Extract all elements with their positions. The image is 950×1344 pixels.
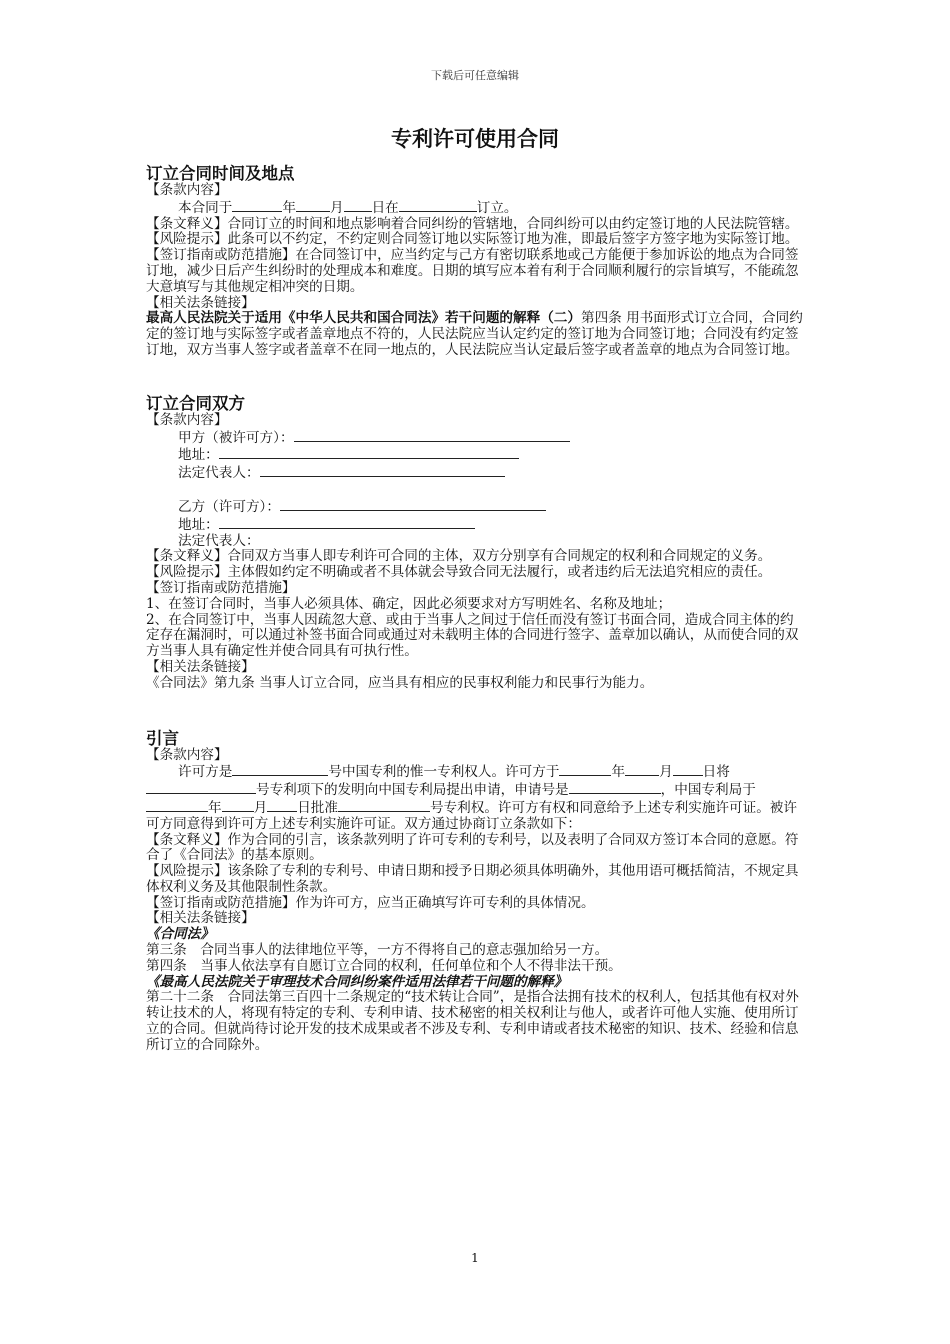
legal-rep-label: 法定代表人： [178, 532, 260, 549]
text: 日批准 [297, 799, 338, 816]
blank-line [267, 799, 297, 812]
party-a-address-line [146, 446, 806, 464]
blank-line [219, 516, 475, 529]
address-label: 地址： [178, 516, 219, 533]
clause-interpretation: 【条文释义】合同双方当事人即专利许可合同的主体，双方分别享有合同规定的权利和合同规定的义务。 [146, 548, 772, 565]
blank-line [232, 763, 328, 776]
spacer [146, 359, 806, 394]
blank-line [569, 781, 661, 794]
blank-line [222, 799, 254, 812]
blank-line [294, 429, 570, 442]
spacer [146, 482, 806, 498]
blank-line [344, 199, 372, 212]
signing-guide: 【签订指南或防范措施】在合同签订中，应当约定与己方有密切联系地或己方能便于参加诉讼的地点为合同签订地，减少日后产生纠纷时的处理成本和难度。日期的填写应本着有利于合同顺利履行的宗旨填写，不能疏忽大意填写与其他规定相冲突的日期。 [146, 247, 799, 295]
text: 号专利项下的发明向中国专利局提出申请，申请号是 [256, 782, 569, 799]
text: 月 [659, 764, 673, 781]
blank-line [673, 763, 703, 776]
clause-content-label: 【条款内容】 [146, 182, 228, 198]
signing-guide-label: 【签订指南或防范措施】 [146, 579, 296, 596]
law-article-4: 第四条 当事人依法享有自愿订立合同的权利，任何单位和个人不得非法干预。 [146, 957, 622, 974]
signing-guide: 【签订指南或防范措施】作为许可方，应当正确填写许可专利的具体情况。 [146, 894, 595, 911]
spacer [146, 692, 806, 729]
signing-date-line [146, 199, 806, 217]
blank-line [219, 446, 519, 459]
related-law-label: 【相关法条链接】 [146, 294, 255, 311]
text: ，中国专利局于 [660, 782, 756, 799]
text: 日将 [702, 764, 730, 781]
text: 号中国专利的惟一专利权人。许可方于 [328, 764, 560, 781]
document-body [146, 164, 806, 1054]
address-label: 地址： [178, 447, 219, 464]
clause-content-label: 【条款内容】 [146, 411, 228, 428]
text: 订立。 [476, 199, 518, 216]
blank-line [399, 199, 477, 212]
blank-line [559, 763, 611, 776]
text: 许可方是 [178, 764, 233, 781]
law-title-judicial-interpretation: 《最高人民法院关于审理技术合同纠纷案件适用法律若干问题的解释》 [146, 973, 568, 990]
blank-line [625, 763, 659, 776]
blank-line [232, 199, 282, 212]
blank-line [146, 799, 208, 812]
party-a-label: 甲方（被许可方）： [178, 429, 294, 446]
related-law-label: 【相关法条链接】 [146, 658, 255, 675]
page-header: 下载后可任意编辑 [431, 69, 519, 82]
related-law-label: 【相关法条链接】 [146, 910, 255, 927]
preamble-clause [146, 763, 806, 832]
law-title-contract-law: 《合同法》 [146, 926, 214, 943]
blank-line [296, 199, 330, 212]
clause-content-label: 【条款内容】 [146, 746, 228, 763]
section-heading-parties: 订立合同双方 [146, 393, 245, 413]
signing-guide-item-1: 1、在签订合同时，当事人必须具体、确定，因此必须要求对方写明姓名、名称及地址； [146, 595, 672, 612]
clause-interpretation: 【条文释义】合同订立的时间和地点影响着合同纠纷的管辖地，合同纠纷可以由约定签订地的人民法院管辖。 [146, 215, 799, 232]
blank-line [338, 799, 430, 812]
related-law-text: 《合同法》第九条 当事人订立合同，应当具有相应的民事权利能力和民事行为能力。 [146, 674, 654, 691]
risk-warning: 【风险提示】主体假如约定不明确或者不具体就会导致合同无法履行，或者违约后无法追究相应的责任。 [146, 564, 772, 581]
law-article-3: 第三条 合同当事人的法律地位平等，一方不得将自己的意志强加给另一方。 [146, 942, 609, 959]
blank-line [146, 781, 256, 794]
page-number: 1 [471, 1251, 479, 1265]
text: 月 [253, 799, 268, 816]
law-name: 最高人民法院关于适用《中华人民共和国合同法》若干问题的解释（二） [146, 310, 581, 327]
party-b-address-line [146, 516, 806, 534]
text: 年 [611, 764, 626, 781]
related-law-text [146, 311, 806, 358]
party-a-line [146, 429, 806, 447]
legal-rep-label: 法定代表人： [178, 465, 260, 482]
section-heading-signing-time-place: 订立合同时间及地点 [146, 164, 295, 183]
text: 月 [329, 199, 344, 216]
text: 年 [282, 199, 296, 216]
party-b-label: 乙方（许可方）： [178, 498, 280, 515]
blank-line [260, 464, 505, 477]
signing-guide-item-2: 2、在合同签订中，当事人因疏忽大意、或由于当事人之间过于信任而没有签订书面合同，造成合同主体的约定存在漏洞时，可以通过补签书面合同或通过对未载明主体的合同进行签字、盖章加以确认，从而使合同的双方当事人具有确定性并使合同具有可执行性。 [146, 611, 799, 660]
text: 号专利权。许可方有权和同意给予上述专利实施许可证。被许可方同意得到许可方上述专利实施许可证。双方通过协商订立条款如下： [146, 799, 797, 832]
law-article: 第四条 用书面形式订立合同，合同约定的签订地与实际签字或者盖章地点不符的，人民法院应当认定约定的签订地为合同签订地；合同没有约定签订地，双方当事人签字或者盖章不在同一地点的，人民法院应当认定最后签字或者盖章的地点为合同签订地。 [146, 310, 803, 358]
section-heading-preamble: 引言 [146, 728, 179, 748]
text: 日在 [371, 199, 399, 216]
law-article-22: 第二十二条 合同法第三百四十二条规定的“技术转让合同”，是指合法拥有技术的权利人，包括其他有权对外转让技术的人，将现有特定的专利、专利申请、技术秘密的相关权利让与他人，或者许可他人实施、使用所订立的合同。但就尚待讨论开发的技术成果或者不涉及专利、专利申请或者技术秘密的知识、技术、经验和信息所订立的合同除外。 [146, 989, 799, 1053]
party-b-rep-line [146, 534, 806, 550]
blank-line [280, 498, 546, 511]
text: 年 [208, 799, 222, 816]
text: 本合同于 [178, 199, 233, 216]
party-b-line [146, 498, 806, 516]
party-a-rep-line [146, 464, 806, 482]
risk-warning: 【风险提示】该条除了专利的专利号、申请日期和授予日期必须具体明确外，其他用语可概括简洁，不规定具体权利义务及其他限制性条款。 [146, 863, 799, 895]
clause-interpretation: 【条文释义】作为合同的引言，该条款列明了许可专利的专利号，以及表明了合同双方签订本合同的意愿。符合了《合同法》的基本原则。 [146, 831, 799, 864]
document-title: 专利许可使用合同 [391, 127, 559, 151]
risk-warning: 【风险提示】此条可以不约定，不约定则合同签订地以实际签订地为准，即最后签字方签字地为实际签订地。 [146, 231, 799, 248]
